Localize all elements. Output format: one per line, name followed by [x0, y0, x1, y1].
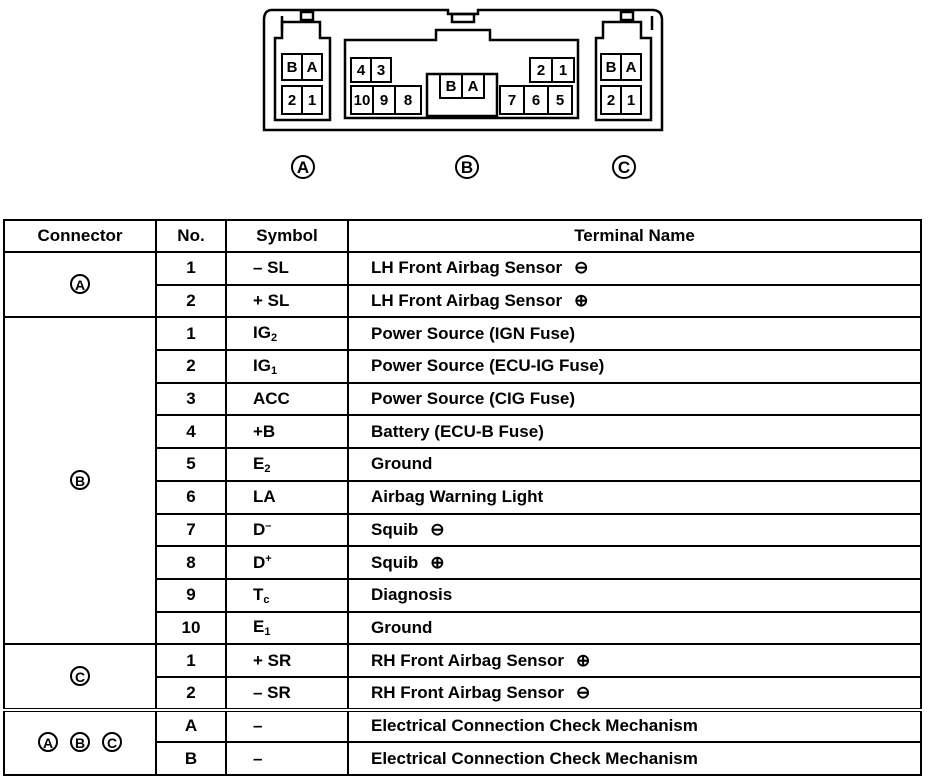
- connector-b-mid-A: A: [467, 78, 479, 95]
- terminal-number: 10: [156, 612, 226, 645]
- terminal-name: Ground: [348, 612, 921, 645]
- plus-circle-icon: ⊕: [430, 552, 445, 572]
- terminal-symbol: $T_c$: [226, 579, 348, 612]
- connector-c-pin-2: 2: [606, 92, 616, 109]
- terminal-number: 1: [156, 644, 226, 677]
- connector-a-pin-1: 1: [307, 92, 317, 109]
- terminal-symbol: + SL: [226, 285, 348, 318]
- connector-b-pin-2: 2: [536, 62, 546, 79]
- header-symbol: Symbol: [226, 220, 348, 252]
- terminal-name: Power Source (CIG Fuse): [348, 383, 921, 416]
- terminal-number: 2: [156, 677, 226, 710]
- terminal-symbol: LA: [226, 481, 348, 514]
- connector-label-a: A: [291, 155, 315, 179]
- terminal-symbol: +B: [226, 415, 348, 448]
- connector-b-pin-10: 10: [353, 92, 371, 109]
- terminal-name: Battery (ECU-B Fuse): [348, 415, 921, 448]
- terminal-number: 8: [156, 546, 226, 579]
- plus-circle-icon: ⊕: [576, 650, 591, 670]
- connector-cell: [4, 710, 156, 775]
- connector-b-pin-9: 9: [379, 92, 389, 109]
- connector-label-c: C: [612, 155, 636, 179]
- terminal-number: 2: [156, 285, 226, 318]
- connector-b-pin-1: 1: [558, 62, 568, 79]
- terminal-symbol: ACC: [226, 383, 348, 416]
- connector-b-cells: [351, 58, 574, 114]
- terminal-name: Power Source (IGN Fuse): [348, 317, 921, 350]
- terminal-name: Electrical Connection Check Mechanism: [348, 710, 921, 743]
- connector-b-badge: B: [70, 732, 90, 752]
- connector-b-pin-6: 6: [531, 92, 541, 109]
- connector-a-badge: A: [38, 732, 58, 752]
- connector-a-cells: [282, 54, 322, 114]
- terminal-number: A: [156, 710, 226, 743]
- connector-c-badge: C: [102, 732, 122, 752]
- connector-cell: [4, 252, 156, 317]
- terminal-name: LH Front Airbag Sensor ⊕: [348, 285, 921, 318]
- minus-circle-icon: ⊖: [576, 682, 591, 702]
- connector-c-pin-A: A: [625, 59, 637, 76]
- terminal-name: Squib ⊖: [348, 514, 921, 547]
- minus-circle-icon: ⊖: [574, 258, 589, 278]
- connector-a-pin-2: 2: [287, 92, 297, 109]
- terminal-symbol: $IG_2$: [226, 317, 348, 350]
- header-no: No.: [156, 220, 226, 252]
- terminal-name: LH Front Airbag Sensor ⊖: [348, 252, 921, 285]
- connector-a-pin-B: B: [286, 59, 298, 76]
- terminal-name: Diagnosis: [348, 579, 921, 612]
- plus-circle-icon: ⊕: [574, 291, 589, 311]
- connector-b-pin-5: 5: [555, 92, 565, 109]
- connector-cell: [4, 644, 156, 709]
- table-row: [4, 710, 921, 743]
- terminal-name: Ground: [348, 448, 921, 481]
- terminal-name: RH Front Airbag Sensor ⊕: [348, 644, 921, 677]
- terminal-number: 6: [156, 481, 226, 514]
- terminal-name: Airbag Warning Light: [348, 481, 921, 514]
- connector-b-pin-8: 8: [403, 92, 413, 109]
- terminal-number: 1: [156, 317, 226, 350]
- minus-circle-icon: ⊖: [430, 519, 445, 539]
- header-terminal-name: Terminal Name: [348, 220, 921, 252]
- terminal-number: 7: [156, 514, 226, 547]
- table-row: [4, 252, 921, 285]
- terminal-number: 5: [156, 448, 226, 481]
- table-row: [4, 644, 921, 677]
- connector-cell: [4, 317, 156, 644]
- terminal-symbol: + SR: [226, 644, 348, 677]
- terminal-symbol: –: [226, 710, 348, 743]
- terminal-table: [3, 219, 922, 776]
- terminal-symbol: D+: [226, 546, 348, 579]
- terminal-symbol: – SR: [226, 677, 348, 710]
- connector-b-pin-7: 7: [507, 92, 517, 109]
- terminal-number: 4: [156, 415, 226, 448]
- header-connector: Connector: [4, 220, 156, 252]
- connector-c-body: [596, 22, 651, 120]
- terminal-name: RH Front Airbag Sensor ⊖: [348, 677, 921, 710]
- connector-c-badge: C: [70, 666, 90, 686]
- connector-b-pin-4: 4: [356, 62, 366, 79]
- terminal-number: 1: [156, 252, 226, 285]
- table-row: [4, 317, 921, 350]
- terminal-number: 3: [156, 383, 226, 416]
- connector-c-pin-B: B: [605, 59, 617, 76]
- connector-c-pin-1: 1: [626, 92, 636, 109]
- terminal-symbol: –: [226, 742, 348, 775]
- terminal-name: Squib ⊕: [348, 546, 921, 579]
- terminal-name: Power Source (ECU-IG Fuse): [348, 350, 921, 383]
- connector-b-pin-3: 3: [376, 62, 386, 79]
- connector-a-pin-A: A: [306, 59, 318, 76]
- terminal-symbol: D–: [226, 514, 348, 547]
- connector-b-badge: B: [70, 470, 90, 490]
- terminal-symbol: $E_1$: [226, 612, 348, 645]
- terminal-symbol: $IG_1$: [226, 350, 348, 383]
- terminal-table-body: [4, 252, 921, 775]
- connector-a-badge: A: [70, 274, 90, 294]
- terminal-symbol: $E_2$: [226, 448, 348, 481]
- connector-b-mid-B: B: [445, 78, 457, 95]
- connector-c-cells: [601, 54, 641, 114]
- terminal-number: B: [156, 742, 226, 775]
- terminal-number: 9: [156, 579, 226, 612]
- connector-label-b: B: [455, 155, 479, 179]
- terminal-symbol: – SL: [226, 252, 348, 285]
- terminal-number: 2: [156, 350, 226, 383]
- terminal-name: Electrical Connection Check Mechanism: [348, 742, 921, 775]
